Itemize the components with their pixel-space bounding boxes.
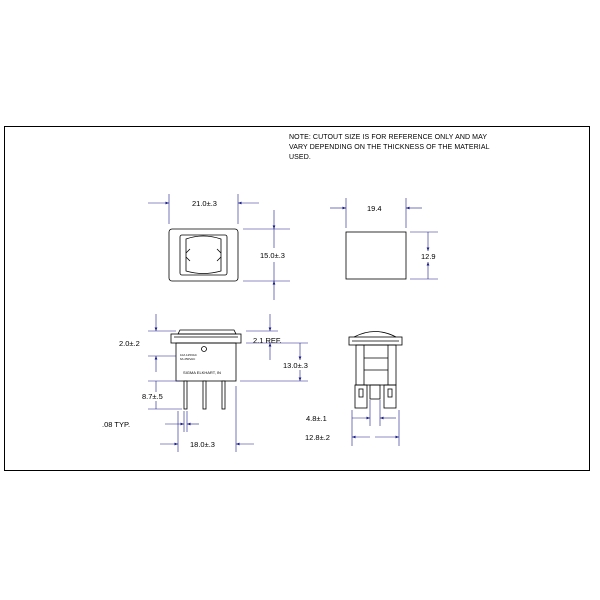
end-overall-width-label: 12.8±.2 xyxy=(305,433,330,442)
panel-cutout xyxy=(346,232,406,279)
end-view-body xyxy=(356,345,396,385)
side-view-dimensions xyxy=(148,314,308,452)
body-brand: SIGMA ELKHART, IN xyxy=(183,370,221,375)
body-rating-2: 6A 250VAC xyxy=(180,357,196,361)
end-view xyxy=(349,332,402,409)
end-view-terminal-left xyxy=(355,385,367,408)
terminal-right xyxy=(222,381,225,409)
side-width-label: 18.0±.3 xyxy=(190,440,215,449)
side-view-rocker xyxy=(178,330,236,334)
end-view-dimensions xyxy=(352,400,399,446)
end-view-terminal-right xyxy=(384,385,396,408)
cutout-height-label: 12.9 xyxy=(421,252,436,261)
cutout-width-label: 19.4 xyxy=(367,204,382,213)
top-view-rocker-detail xyxy=(186,249,221,261)
note-line-1: NOTE: CUTOUT SIZE IS FOR REFERENCE ONLY AND MAY xyxy=(289,134,488,141)
top-width-label: 21.0±.3 xyxy=(192,199,217,208)
note-line-3: USED. xyxy=(289,154,311,161)
terminal-left xyxy=(184,381,187,409)
end-terminal-width-label: 4.8±.1 xyxy=(306,414,327,423)
end-view-terminal-hole xyxy=(388,389,392,397)
side-view-indicator xyxy=(202,347,207,352)
end-view-terminal-hole xyxy=(359,389,363,397)
bezel-ref-label: 2.1 REF. xyxy=(253,336,282,345)
side-view-bezel xyxy=(171,334,241,343)
terminal-center xyxy=(203,381,206,409)
top-view xyxy=(169,229,238,281)
note-line-2: VARY DEPENDING ON THE THICKNESS OF THE MATERIAL xyxy=(289,144,490,151)
side-view-body xyxy=(176,343,236,381)
terminal-length-label: 8.7±.5 xyxy=(142,392,163,401)
body-height-label: 13.0±.3 xyxy=(283,361,308,370)
end-view-rocker xyxy=(354,332,396,338)
top-view-rocker xyxy=(186,236,221,274)
top-view-rocker-opening xyxy=(180,235,227,275)
rocker-height-label: 2.0±.2 xyxy=(119,339,140,348)
top-height-label: 15.0±.3 xyxy=(260,251,285,260)
end-view-center-post xyxy=(370,385,380,399)
body-rating-1: 10A 125VAC xyxy=(180,353,197,357)
terminal-thickness-label: .08 TYP. xyxy=(102,420,131,429)
